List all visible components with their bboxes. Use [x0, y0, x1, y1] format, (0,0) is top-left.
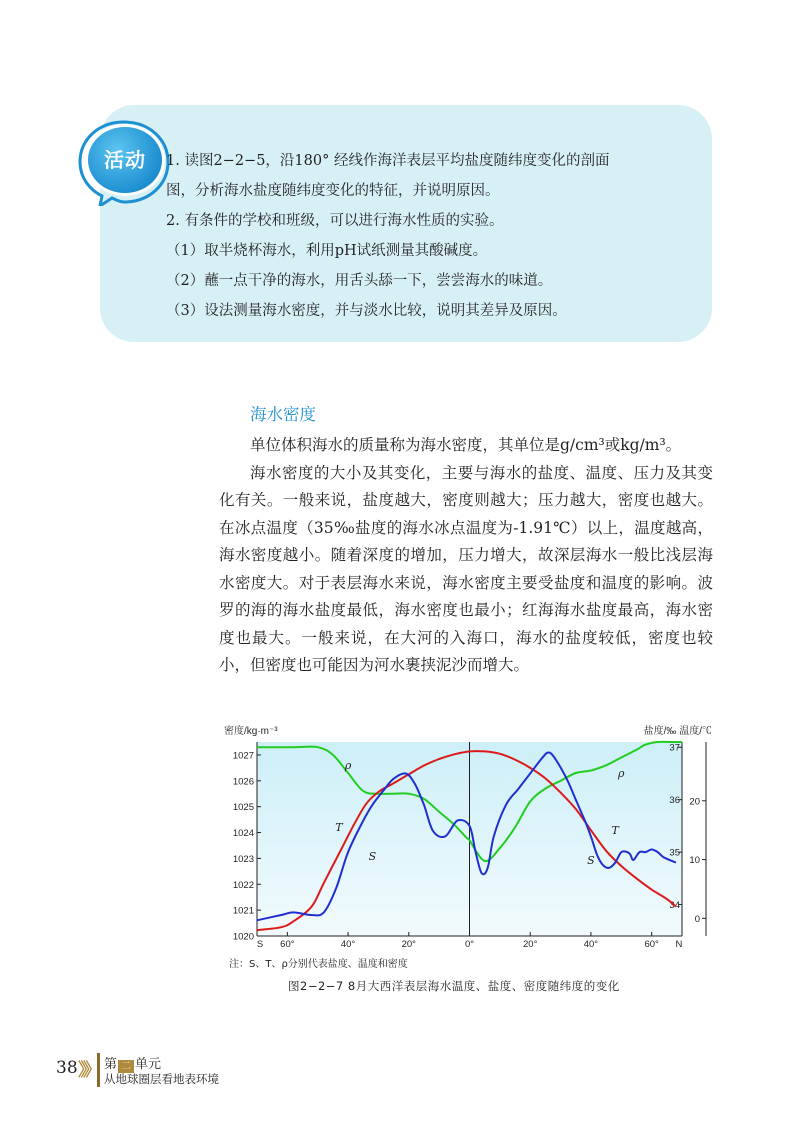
right-axis-label: 盐度/‰ 温度/℃ — [643, 726, 712, 737]
density-chart — [222, 720, 714, 954]
salinity-tick-label: 36 — [669, 795, 680, 807]
left-tick-label: 1020 — [232, 931, 254, 943]
section-body — [219, 432, 713, 680]
left-tick-label: 1024 — [232, 828, 254, 840]
left-tick-label: 1025 — [232, 802, 254, 814]
density-series-label: ρ — [344, 759, 352, 772]
activity-line: 1. 读图2−2−5，沿180° 经线作海洋表层平均盐度随纬度变化的剖面 — [166, 153, 610, 169]
body-paragraph: 单位体积海水的质量称为海水密度，其单位是g/cm³或kg/m³。 — [250, 436, 682, 454]
footer-divider — [97, 1053, 100, 1087]
x-tick-label: 20° — [523, 939, 538, 950]
x-tick-label: 40° — [583, 939, 599, 950]
activity-line: （2）蘸一点干净的海水，用舌头舔一下，尝尝海水的味道。 — [166, 273, 553, 289]
density-series-label: ρ — [618, 767, 625, 780]
x-tick-label: N — [675, 939, 683, 950]
temperature-tick-label: 10 — [689, 855, 700, 867]
x-tick-label: S — [256, 939, 264, 950]
unit-number: 二 — [118, 1060, 134, 1073]
x-tick-label: 40° — [340, 939, 356, 950]
temperature-tick-label: 0 — [694, 913, 700, 925]
left-tick-label: 1022 — [232, 879, 254, 891]
salinity-series-label: S — [587, 854, 595, 867]
left-tick-label: 1023 — [232, 853, 254, 865]
unit-label — [104, 1053, 161, 1073]
figure-caption: 图2−2−7 8月大西洋表层海水温度、盐度、密度随纬度的变化 — [288, 979, 620, 993]
activity-line: （1）取半烧杯海水，利用pH试纸测量其酸碱度。 — [166, 243, 488, 259]
unit-suffix: 单元 — [135, 1057, 162, 1072]
chevron-icon: 》》 — [78, 1060, 97, 1081]
section-title: 海水密度 — [250, 405, 316, 424]
chart-note: 注：S、T、ρ分别代表盐度、温度和密度 — [229, 959, 408, 970]
activity-line: 2. 有条件的学校和班级，可以进行海水性质的实验。 — [166, 213, 504, 229]
activity-badge-label: 活动 — [104, 148, 146, 172]
left-tick-label: 1026 — [232, 776, 254, 788]
salinity-series-label: S — [368, 850, 377, 863]
x-tick-label: 0° — [464, 939, 475, 950]
page-number: 38 — [56, 1058, 78, 1078]
salinity-tick-label: 37 — [669, 742, 680, 754]
unit-subtitle: 从地球圈层看地表环境 — [104, 1072, 219, 1086]
activity-line: 图，分析海水盐度随纬度变化的特征，并说明原因。 — [166, 183, 500, 199]
body-paragraph: 海水密度的大小及其变化，主要与海水的盐度、温度、压力及其变化有关。一般来说，盐度越大，密度则越大；压力越大，密度也越大。在冰点温度（35‰盐度的海水冰点温度为-1.91℃）以上，温度越高，海水密度越小。随着深度的增加，压力增大，故深层海水一般比浅层海水密度大。对于表层海水来说，海水密度主要受盐度和温度的影响。波罗的海的海水盐度最低，海水密度也最小；红海海水盐度最高，海水密度也最大。一般来说，在大河的入海口，海水的盐度较低，密度也较小，但密度也可能因为河水裹挟泥沙而增大。 — [219, 463, 713, 674]
salinity-tick-label: 34 — [669, 900, 680, 912]
activity-text — [166, 146, 696, 326]
left-tick-label: 1021 — [232, 905, 254, 917]
left-axis-label: 密度/kg·m⁻³ — [224, 726, 278, 737]
temperature-series-label: T — [611, 824, 619, 837]
x-tick-label: 60° — [644, 939, 659, 950]
x-tick-label: 20° — [401, 939, 416, 950]
left-tick-label: 1027 — [232, 750, 254, 762]
unit-prefix: 第 — [104, 1057, 118, 1072]
x-tick-label: 60° — [280, 939, 295, 950]
activity-line: （3）设法测量海水密度，并与淡水比较，说明其差异及原因。 — [166, 303, 567, 319]
salinity-tick-label: 35 — [669, 847, 680, 859]
temperature-tick-label: 20 — [689, 796, 700, 808]
temperature-series-label: T — [335, 821, 343, 834]
